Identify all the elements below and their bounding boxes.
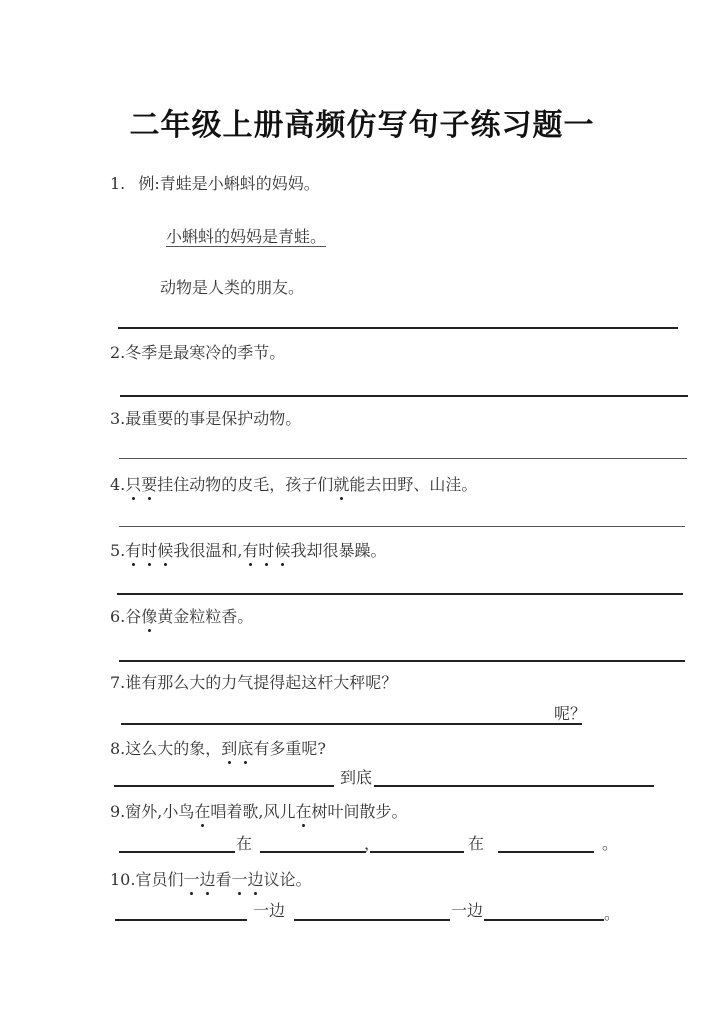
emphasis-char: 一 xyxy=(231,870,248,889)
answer-blank-10a[interactable] xyxy=(115,919,247,921)
answer-blank-9a[interactable] xyxy=(119,851,235,853)
worksheet-title: 二年级上册高频仿写句子练习题一 xyxy=(129,108,595,143)
prompt-text: 黄金粒粒香。 xyxy=(157,607,254,626)
question-number: 6. xyxy=(110,607,126,626)
emphasis-char: 边 xyxy=(247,870,264,889)
emphasis-char: 一 xyxy=(183,870,200,889)
prompt-text: 唱着歌,风儿 xyxy=(210,802,296,821)
answer-line-1[interactable] xyxy=(118,327,678,329)
example-answer: 小蝌蚪的妈妈是青蛙。 xyxy=(166,227,327,246)
question-1 xyxy=(110,174,320,194)
answer-line-5[interactable] xyxy=(117,593,683,595)
fill-word: 一边 xyxy=(253,901,286,920)
question-number: 2. xyxy=(110,343,126,362)
question-number: 7. xyxy=(110,673,126,692)
answer-blank-9d[interactable] xyxy=(498,851,594,853)
question-6 xyxy=(110,607,253,627)
prompt-text: 看 xyxy=(215,870,232,889)
question-number: 5. xyxy=(110,541,126,560)
prompt-text: 议论。 xyxy=(263,870,312,889)
prompt-text: 谷 xyxy=(125,607,142,626)
emphasis-char: 时 xyxy=(258,541,275,560)
question-prompt: 谁有那么大的力气提得起这杆大秤呢？ xyxy=(125,673,398,692)
emphasis-char: 要 xyxy=(141,475,158,494)
fill-word: 在 xyxy=(468,834,485,853)
answer-line-7[interactable] xyxy=(121,723,582,725)
fill-word: ， xyxy=(364,834,381,853)
emphasis-char: 只 xyxy=(125,475,142,494)
question-number: 4. xyxy=(110,475,126,494)
prompt-text: 我却很暴躁。 xyxy=(290,541,387,560)
fill-word: 一边 xyxy=(451,901,484,920)
answer-blank-8a[interactable] xyxy=(114,785,334,787)
question-3 xyxy=(110,409,301,429)
answer-blank-9c[interactable] xyxy=(370,851,464,853)
question-number: 1. xyxy=(110,174,126,193)
fill-word: 。 xyxy=(604,904,621,923)
question-prompt: 青蛙是小蝌蚪的妈妈。 xyxy=(159,174,320,193)
prompt-text: 能去田野、山洼。 xyxy=(349,475,478,494)
example-label: 例: xyxy=(138,174,160,193)
emphasis-char: 候 xyxy=(274,541,291,560)
prompt-text: 有多重呢? xyxy=(253,739,326,758)
question-9 xyxy=(110,802,408,822)
answer-blank-10c[interactable] xyxy=(484,919,604,921)
question-number: 8. xyxy=(110,739,126,758)
emphasis-char: 时 xyxy=(141,541,158,560)
emphasis-char: 有 xyxy=(242,541,259,560)
answer-line-3[interactable] xyxy=(119,458,687,459)
question-4 xyxy=(110,475,477,495)
emphasis-char: 在 xyxy=(194,802,211,821)
answer-line-6[interactable] xyxy=(119,660,685,662)
emphasis-char: 底 xyxy=(237,739,254,758)
emphasis-char: 候 xyxy=(157,541,174,560)
emphasis-char: 像 xyxy=(141,607,158,626)
question-8 xyxy=(110,739,326,759)
prompt-text: 我很温和, xyxy=(173,541,243,560)
question-number: 9. xyxy=(110,802,126,821)
answer-line-2[interactable] xyxy=(120,395,688,397)
question-1-sub-prompt: 动物是人类的朋友。 xyxy=(160,278,305,297)
emphasis-char: 在 xyxy=(295,802,312,821)
prompt-text: 这么大的象， xyxy=(125,739,222,758)
answer-blank-10b[interactable] xyxy=(294,919,450,921)
prompt-text: 树叶间散步。 xyxy=(311,802,408,821)
question-prompt: 最重要的事是保护动物。 xyxy=(125,409,302,428)
question-10 xyxy=(110,870,312,890)
answer-line-4[interactable] xyxy=(119,526,685,527)
question-5 xyxy=(110,541,386,561)
fill-suffix: 呢？ xyxy=(554,704,587,723)
fill-word: 在 xyxy=(236,834,253,853)
question-number: 3. xyxy=(110,409,126,428)
fill-middle: 到底 xyxy=(340,768,373,787)
fill-word: 。 xyxy=(602,834,619,853)
prompt-text: 官员们 xyxy=(135,870,184,889)
emphasis-char: 有 xyxy=(125,541,142,560)
emphasis-char: 到 xyxy=(221,739,238,758)
question-number: 10. xyxy=(110,870,136,889)
emphasis-char: 就 xyxy=(333,475,350,494)
question-7 xyxy=(110,673,397,693)
prompt-text: 窗外,小鸟 xyxy=(125,802,195,821)
question-2 xyxy=(110,343,285,363)
answer-blank-9b[interactable] xyxy=(260,851,366,853)
prompt-text: 挂住动物的皮毛，孩子们 xyxy=(157,475,334,494)
emphasis-char: 边 xyxy=(199,870,216,889)
question-prompt: 冬季是最寒冷的季节。 xyxy=(125,343,286,362)
answer-blank-8b[interactable] xyxy=(374,785,654,787)
